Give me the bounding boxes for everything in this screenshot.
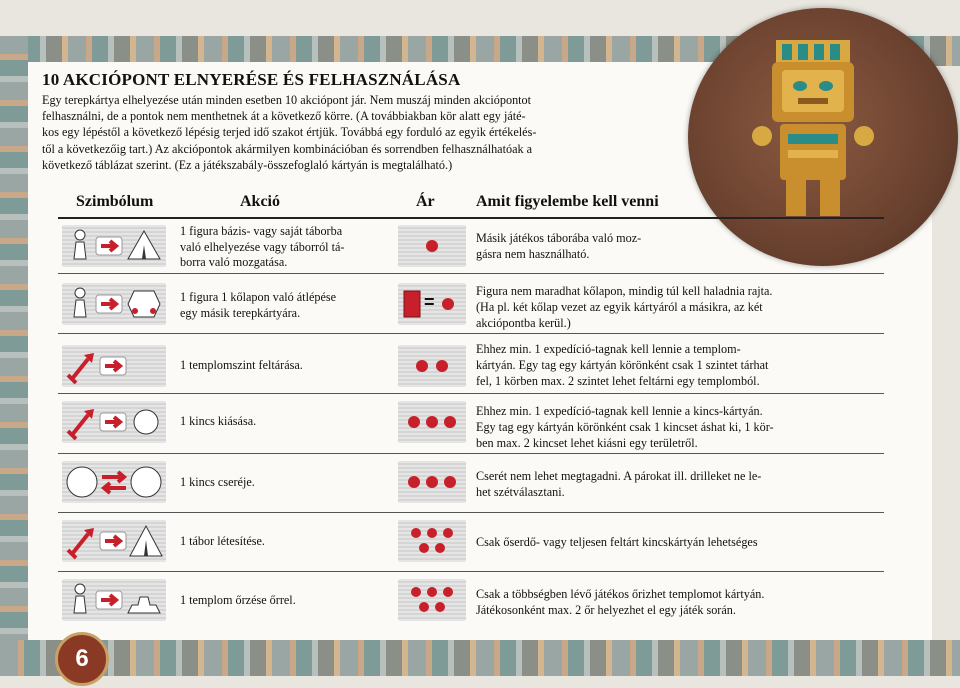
note-line: Játékosonként max. 2 őr helyezhet el egy játék során.	[476, 603, 736, 617]
row3-note	[476, 341, 868, 389]
header-notes: Amit figyelembe kell venni	[476, 193, 659, 210]
row7-action	[180, 593, 400, 609]
red-dot-icon	[419, 602, 429, 612]
decorative-border-left	[0, 36, 28, 676]
row3-symbol	[62, 345, 166, 387]
note-line: Egy tag egy kártyán körönként csak 1 kincset áshat ki, 1 kör-	[476, 420, 774, 434]
action-line: 1 kincs kiásása.	[180, 414, 257, 428]
red-dot-icon	[427, 528, 437, 538]
figure-icon	[74, 230, 86, 259]
row5-cost	[398, 461, 466, 503]
row5-symbol	[62, 461, 166, 503]
row4-action	[180, 414, 400, 430]
note-line: (Ha pl. két kőlap vezet az egyik kártyáról a másikra, az két	[476, 300, 763, 314]
action-line: 1 templomszint feltárása.	[180, 358, 303, 372]
row1-action	[180, 224, 400, 271]
action-line: 1 templom őrzése őrrel.	[180, 593, 296, 607]
shovel-icon	[68, 528, 94, 558]
row4-cost	[398, 401, 466, 443]
row2-action	[180, 290, 400, 321]
red-dot-icon	[411, 528, 421, 538]
note-line: kártyán. Egy tag egy kártyán körönként csak 1 szintet tárhat	[476, 358, 769, 372]
header-divider	[58, 217, 884, 219]
stone-card-icon	[404, 291, 420, 317]
swap-arrows-icon	[102, 472, 126, 493]
row1-symbol	[62, 225, 166, 267]
idol-figure-icon	[748, 40, 878, 220]
row-divider	[58, 273, 884, 274]
figure-icon	[74, 288, 86, 317]
tent-icon	[130, 526, 162, 556]
decorative-border-bottom	[0, 640, 960, 676]
red-dot-icon	[442, 298, 454, 310]
action-line: egy másik terepkártyára.	[180, 305, 301, 320]
row4-symbol	[62, 401, 166, 443]
row5-note	[476, 468, 868, 500]
intro-line: kos egy lépéstől a következő lépésig terjed idő szakot értjük. Továbbá egy forduló az egyik értékelés-	[42, 125, 537, 140]
intro-line: következő táblázat szerint. (Ez a játékszabály-összefoglaló kártyán is megtalálható.)	[42, 157, 453, 172]
note-line: Ehhez min. 1 expedíció-tagnak kell lennie a templom-	[476, 342, 741, 356]
red-dot-icon	[411, 587, 421, 597]
red-dot-icon	[443, 528, 453, 538]
equals-sign: =	[424, 292, 435, 312]
row-divider	[58, 512, 884, 513]
circle-icon	[131, 467, 161, 497]
section-title: 10 AKCIÓPONT ELNYERÉSE ÉS FELHASZNÁLÁSA	[42, 70, 461, 89]
red-dot-icon	[435, 602, 445, 612]
red-dot-icon	[426, 240, 438, 252]
shovel-icon	[68, 409, 94, 439]
red-dot-icon	[408, 416, 420, 428]
row6-note	[476, 534, 868, 550]
note-line: het szétválasztani.	[476, 485, 565, 499]
shovel-icon	[68, 353, 94, 383]
row1-note	[476, 230, 868, 262]
figure-icon	[74, 584, 86, 613]
red-dot-icon	[408, 476, 420, 488]
row3-cost	[398, 345, 466, 387]
red-dot-icon	[444, 476, 456, 488]
header-cost: Ár	[416, 193, 435, 210]
note-line: akciópontba kerül.)	[476, 316, 571, 330]
note-line: Csak őserdő- vagy teljesen feltárt kincskártyán lehetséges	[476, 535, 758, 549]
intro-paragraph	[42, 92, 678, 173]
row4-note	[476, 403, 868, 451]
stone-tile-icon	[128, 291, 160, 317]
idol-medallion	[688, 8, 958, 266]
row1-cost	[398, 225, 466, 267]
note-line: fel, 1 körben max. 2 szintet lehet feltárni egy templomból.	[476, 374, 760, 388]
row7-note	[476, 586, 868, 618]
row2-symbol	[62, 283, 166, 325]
row7-symbol	[62, 579, 166, 621]
note-line: gásra nem használható.	[476, 247, 590, 261]
note-line: ben max. 2 kincset lehet kiásni egy területről.	[476, 436, 698, 450]
note-line: Cserét nem lehet megtagadni. A párokat ill. drilleket ne le-	[476, 469, 762, 483]
row3-action	[180, 358, 400, 374]
note-line: Csak a többségben lévő játékos őrizhet templomot kártyán.	[476, 587, 765, 601]
red-dot-icon	[436, 360, 448, 372]
row-divider	[58, 393, 884, 394]
red-dot-icon	[416, 360, 428, 372]
row5-action	[180, 475, 400, 491]
action-line: 1 tábor létesítése.	[180, 534, 265, 548]
intro-line: felhasználni, de a pontok nem menthetnek át a következő körre. (A továbbiakban kör alatt egy játé-	[42, 109, 526, 124]
note-line: Ehhez min. 1 expedíció-tagnak kell lennie a kincs-kártyán.	[476, 404, 763, 418]
circle-icon	[67, 467, 97, 497]
header-action: Akció	[240, 193, 280, 210]
row6-symbol	[62, 520, 166, 562]
action-line: 1 figura 1 kőlapon való átlépése	[180, 290, 337, 304]
circle-icon	[134, 410, 158, 434]
red-dot-icon	[419, 543, 429, 553]
temple-icon	[128, 597, 160, 613]
note-line: Figura nem maradhat kőlapon, mindig túl kell haladnia rajta.	[476, 284, 773, 298]
note-line: Másik játékos táborába való moz-	[476, 231, 642, 245]
red-dot-icon	[444, 416, 456, 428]
row6-action	[180, 534, 400, 550]
tent-icon	[128, 231, 160, 259]
row-divider	[58, 333, 884, 334]
row7-cost	[398, 579, 466, 621]
row2-cost	[398, 283, 466, 325]
red-dot-icon	[443, 587, 453, 597]
intro-line: Egy terepkártya elhelyezése után minden esetben 10 akciópont jár. Nem muszáj minden akciópontot	[42, 93, 532, 107]
row-divider	[58, 453, 884, 454]
page-number: 6	[55, 632, 109, 686]
red-dot-icon	[426, 476, 438, 488]
action-line: 1 kincs cseréje.	[180, 475, 255, 489]
red-dot-icon	[426, 416, 438, 428]
intro-line: től a következőig tart.) Az akciópontok akármilyen kombinációban és sorrendben felhasználhatóak a	[42, 141, 533, 156]
red-dot-icon	[427, 587, 437, 597]
action-line: való elhelyezése vagy táborról tá-	[180, 239, 345, 254]
row6-cost	[398, 520, 466, 562]
action-line: 1 figura bázis- vagy saját táborba	[180, 224, 343, 238]
row-divider	[58, 571, 884, 572]
red-dot-icon	[435, 543, 445, 553]
row2-note	[476, 283, 868, 331]
action-line: borra való mozgatása.	[180, 255, 288, 269]
header-symbol: Szimbólum	[76, 193, 154, 210]
